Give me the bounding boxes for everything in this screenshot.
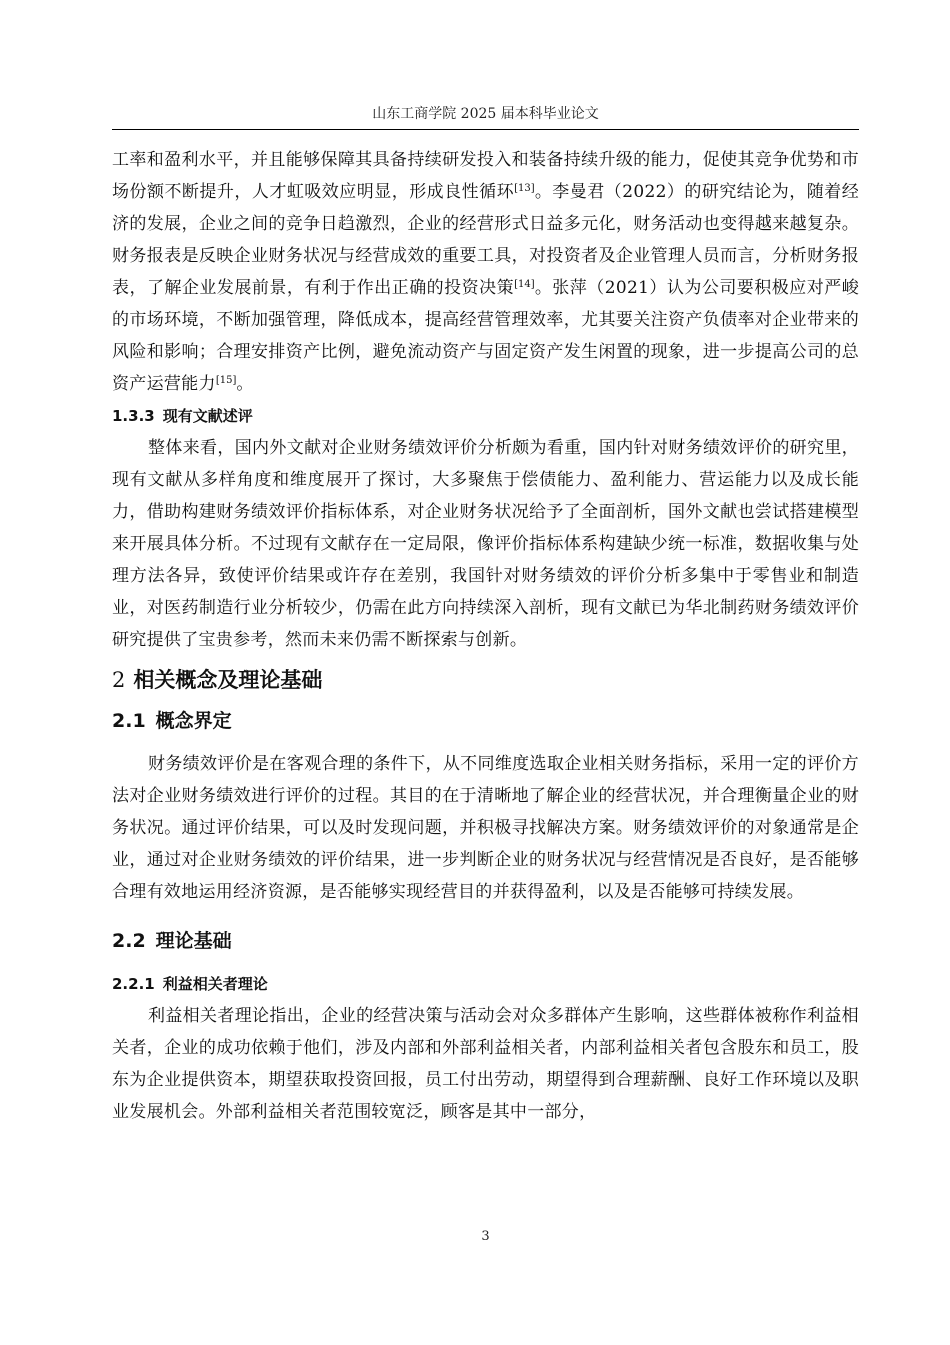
heading-2-1: [112, 702, 859, 748]
heading-number: 2.2: [112, 930, 146, 952]
heading-text: 现有文献述评: [162, 407, 253, 425]
paragraph-literature-review: 整体来看，国内外文献对企业财务绩效评价分析颇为看重，国内针对财务绩效评价的研究里，现有文献从多样角度和维度展开了探讨，大多聚焦于偿债能力、盈利能力、营运能力以及成长能力，借助构建财务绩效评价指标体系，对企业财务状况给予了全面剖析，国外文献也尝试搭建模型来开展具体分析。不过现有文献存在一定局限，像评价指标体系构建缺少统一标准，数据收集与处理方法各异，致使评价结果或许存在差别，我国针对财务绩效的评价分析多集中于零售业和制造业，对医药制造行业分析较少，仍需在此方向持续深入剖析，现有文献已为华北制药财务绩效评价研究提供了宝贵参考，然而未来仍需不断探索与创新。: [112, 438, 859, 650]
heading-2-2: [112, 922, 859, 968]
heading-text: 概念界定: [155, 710, 232, 732]
citation-15: [15]: [215, 375, 237, 386]
citation-13: [13]: [514, 183, 535, 194]
heading-number: 2.2.1: [112, 975, 155, 993]
citation-14: [14]: [514, 279, 535, 290]
section-gap: [112, 908, 859, 922]
heading-2-2-1: [112, 968, 859, 1000]
heading-text: 相关概念及理论基础: [133, 668, 323, 692]
paragraph-text: 。: [236, 374, 254, 394]
heading-1-3-3: [112, 400, 859, 432]
page-number: 3: [481, 1229, 490, 1244]
heading-number: 2.1: [112, 710, 146, 732]
paragraph-text: 。李曼君（2022）的研究结论为，随着经济的发展，企业之间的竞争日趋激烈，企业的经营形式日益多元化，财务活动也变得越来越复杂。财务报表是反映企业财务状况与经营成效的重要工具，对投资者及企业管理人员而言，分析财务报表，了解企业发展前景，有利于作出正确的投资决策: [112, 182, 860, 298]
paragraph-text: 工率和盈利水平，并且能够保障其具备持续研发投入和装备持续升级的能力，促使其竞争优势和市场份额不断提升，人才虹吸效应明显，形成良性循环: [112, 150, 859, 202]
paragraph-literature-continued: [112, 144, 859, 400]
page-body: [112, 144, 859, 1128]
paragraph-concept-definition: 财务绩效评价是在客观合理的条件下，从不同维度选取企业相关财务指标，采用一定的评价方法对企业财务绩效进行评价的过程。其目的在于清晰地了解企业的经营状况，并合理衡量企业的财务状况。通过评价结果，可以及时发现问题，并积极寻找解决方案。财务绩效评价的对象通常是企业，通过对企业财务绩效的评价结果，进一步判断企业的财务状况与经营情况是否良好，是否能够合理有效地运用经济资源，是否能够实现经营目的并获得盈利，以及是否能够可持续发展。: [112, 754, 859, 902]
heading-text: 理论基础: [155, 930, 232, 952]
heading-number: 1.3.3: [112, 407, 155, 425]
heading-chapter-2: [112, 656, 859, 702]
paragraph-stakeholder-theory: 利益相关者理论指出，企业的经营决策与活动会对众多群体产生影响，这些群体被称作利益相关者，企业的成功依赖于他们，涉及内部和外部利益相关者，内部利益相关者包含股东和员工，股东为企业提供资本，期望获取投资回报，员工付出劳动，期望得到合理薪酬、良好工作环境以及职业发展机会。外部利益相关者范围较宽泛，顾客是其中一部分，: [112, 1006, 859, 1122]
running-header: 山东工商学院 2025 届本科毕业论文: [372, 106, 599, 122]
paragraph-text: 。张萍（2021）认为公司要积极应对严峻的市场环境，不断加强管理，降低成本，提高经营管理效率，尤其要关注资产负债率对企业带来的风险和影响；合理安排资产比例，避免流动资产与固定资产发生闲置的现象，进一步提高公司的总资产运营能力: [112, 278, 860, 394]
heading-number: 2: [112, 668, 126, 692]
heading-text: 利益相关者理论: [162, 975, 268, 993]
header-divider: [112, 129, 859, 130]
